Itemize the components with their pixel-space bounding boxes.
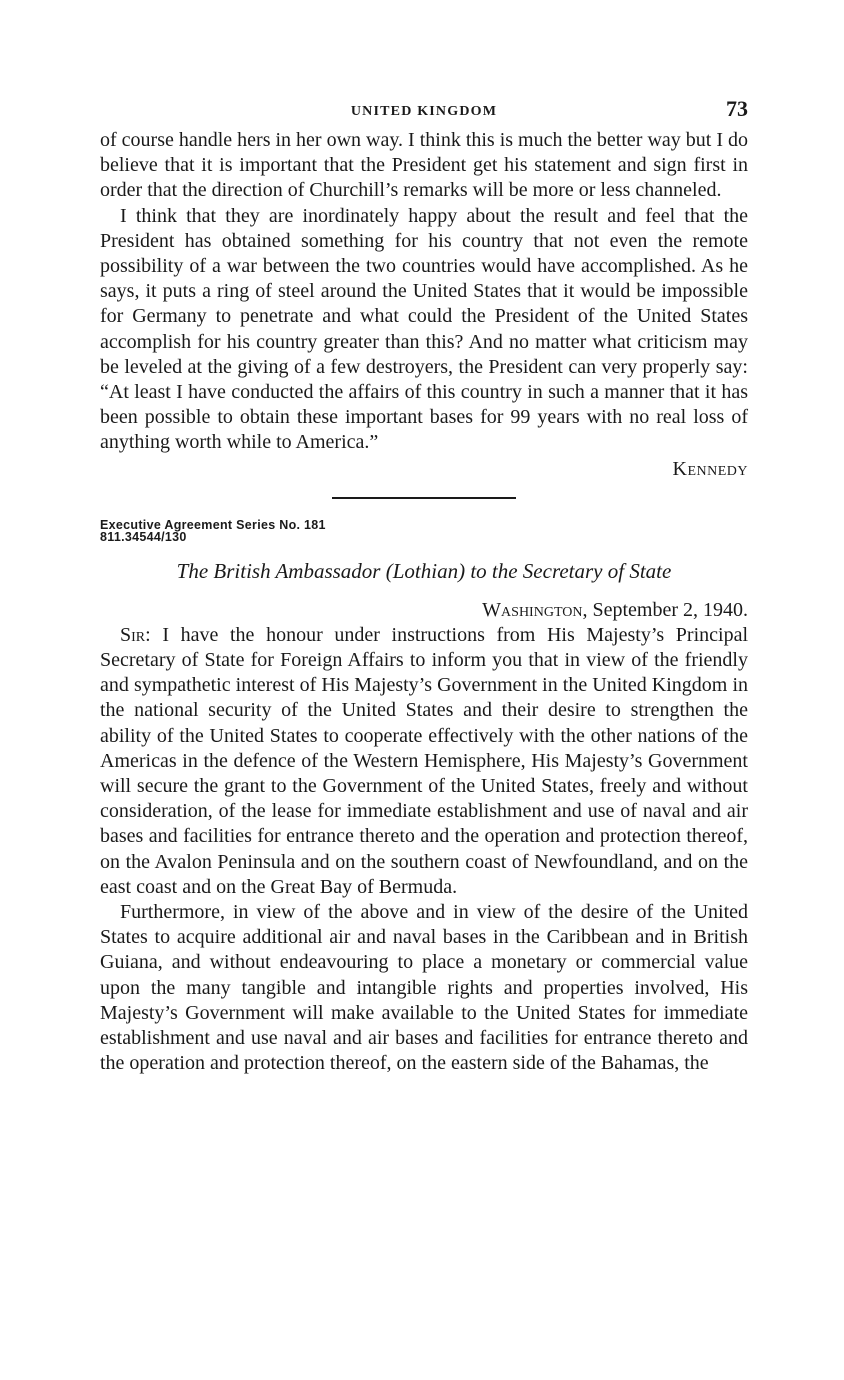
paragraph-kennedy-assessment: I think that they are inordinately happy about the result and feel that the President has obtained something for his country that not even the remote possibility of a war between the two countries would have accomplished. As he says, it puts a ring of steel around the United States that it would be impossible for Germany to penetrate and what could the President of the United States accomplish for his country greater than this? And no matter what criticism may be leveled at the giving of a few destroyers, the President can very properly say: “At least I have conducted the affairs of this country in such a manner that it has been possible to obtain these important bases for 99 years with no real loss of anything worth while to America.”: [100, 204, 748, 454]
letter-paragraph-1: [100, 623, 748, 900]
dateline-place: Washington: [482, 598, 583, 621]
page-number: 73: [726, 96, 748, 121]
signature-kennedy: Kennedy: [672, 457, 748, 480]
document-page: [100, 96, 748, 1077]
series-reference: [100, 519, 748, 543]
section-divider: [332, 497, 516, 499]
dateline-date: , September 2, 1940.: [582, 598, 748, 621]
running-header: [100, 96, 748, 128]
running-title: UNITED KINGDOM: [350, 104, 498, 119]
letter-paragraph-2: Furthermore, in view of the above and in view of the desire of the United States to acquire additional air and naval bases in the Caribbean and in British Guiana, and without endeavouring to place a monetary or commercial value upon the many tangible and intangible rights and properties involved, His Majesty’s Government will make available to the United States for immediate establishment and use naval and air bases and facilities for entrance thereto and the operation and protection thereof, on the eastern side of the Bahamas, the: [100, 901, 748, 1075]
document-title: The British Ambassador (Lothian) to the Secretary of State: [176, 558, 672, 583]
salutation: Sir:: [120, 623, 151, 646]
file-number: 811.34544/130: [100, 529, 187, 544]
series-line: Executive Agreement Series No. 181: [100, 517, 326, 532]
dateline: [100, 598, 748, 623]
paragraph-continuation: of course handle hers in her own way. I think this is much the better way but I do believe that it is important that the President get his statement and sign first in order that the direction of Churchill’s remarks will be more or less channeled.: [100, 129, 748, 202]
letter-paragraph-1-text: I have the honour under instructions from His Majesty’s Principal Secretary of State for Foreign Affairs to inform you that in view of the friendly and sympathetic interest of His Majesty’s Government in the United Kingdom in the national security of the United States and their desire to strengthen the ability of the United States to cooperate effectively with the other nations of the Americas in the defence of the Western Hemisphere, His Majesty’s Government will secure the grant to the Government of the United States, freely and without consideration, of the lease for immediate establishment and use of naval and air bases and facilities for entrance thereto and the operation and protection thereof, on the Avalon Peninsula and on the southern coast of Newfoundland, and on the east coast and on the Great Bay of Bermuda.: [100, 623, 749, 898]
